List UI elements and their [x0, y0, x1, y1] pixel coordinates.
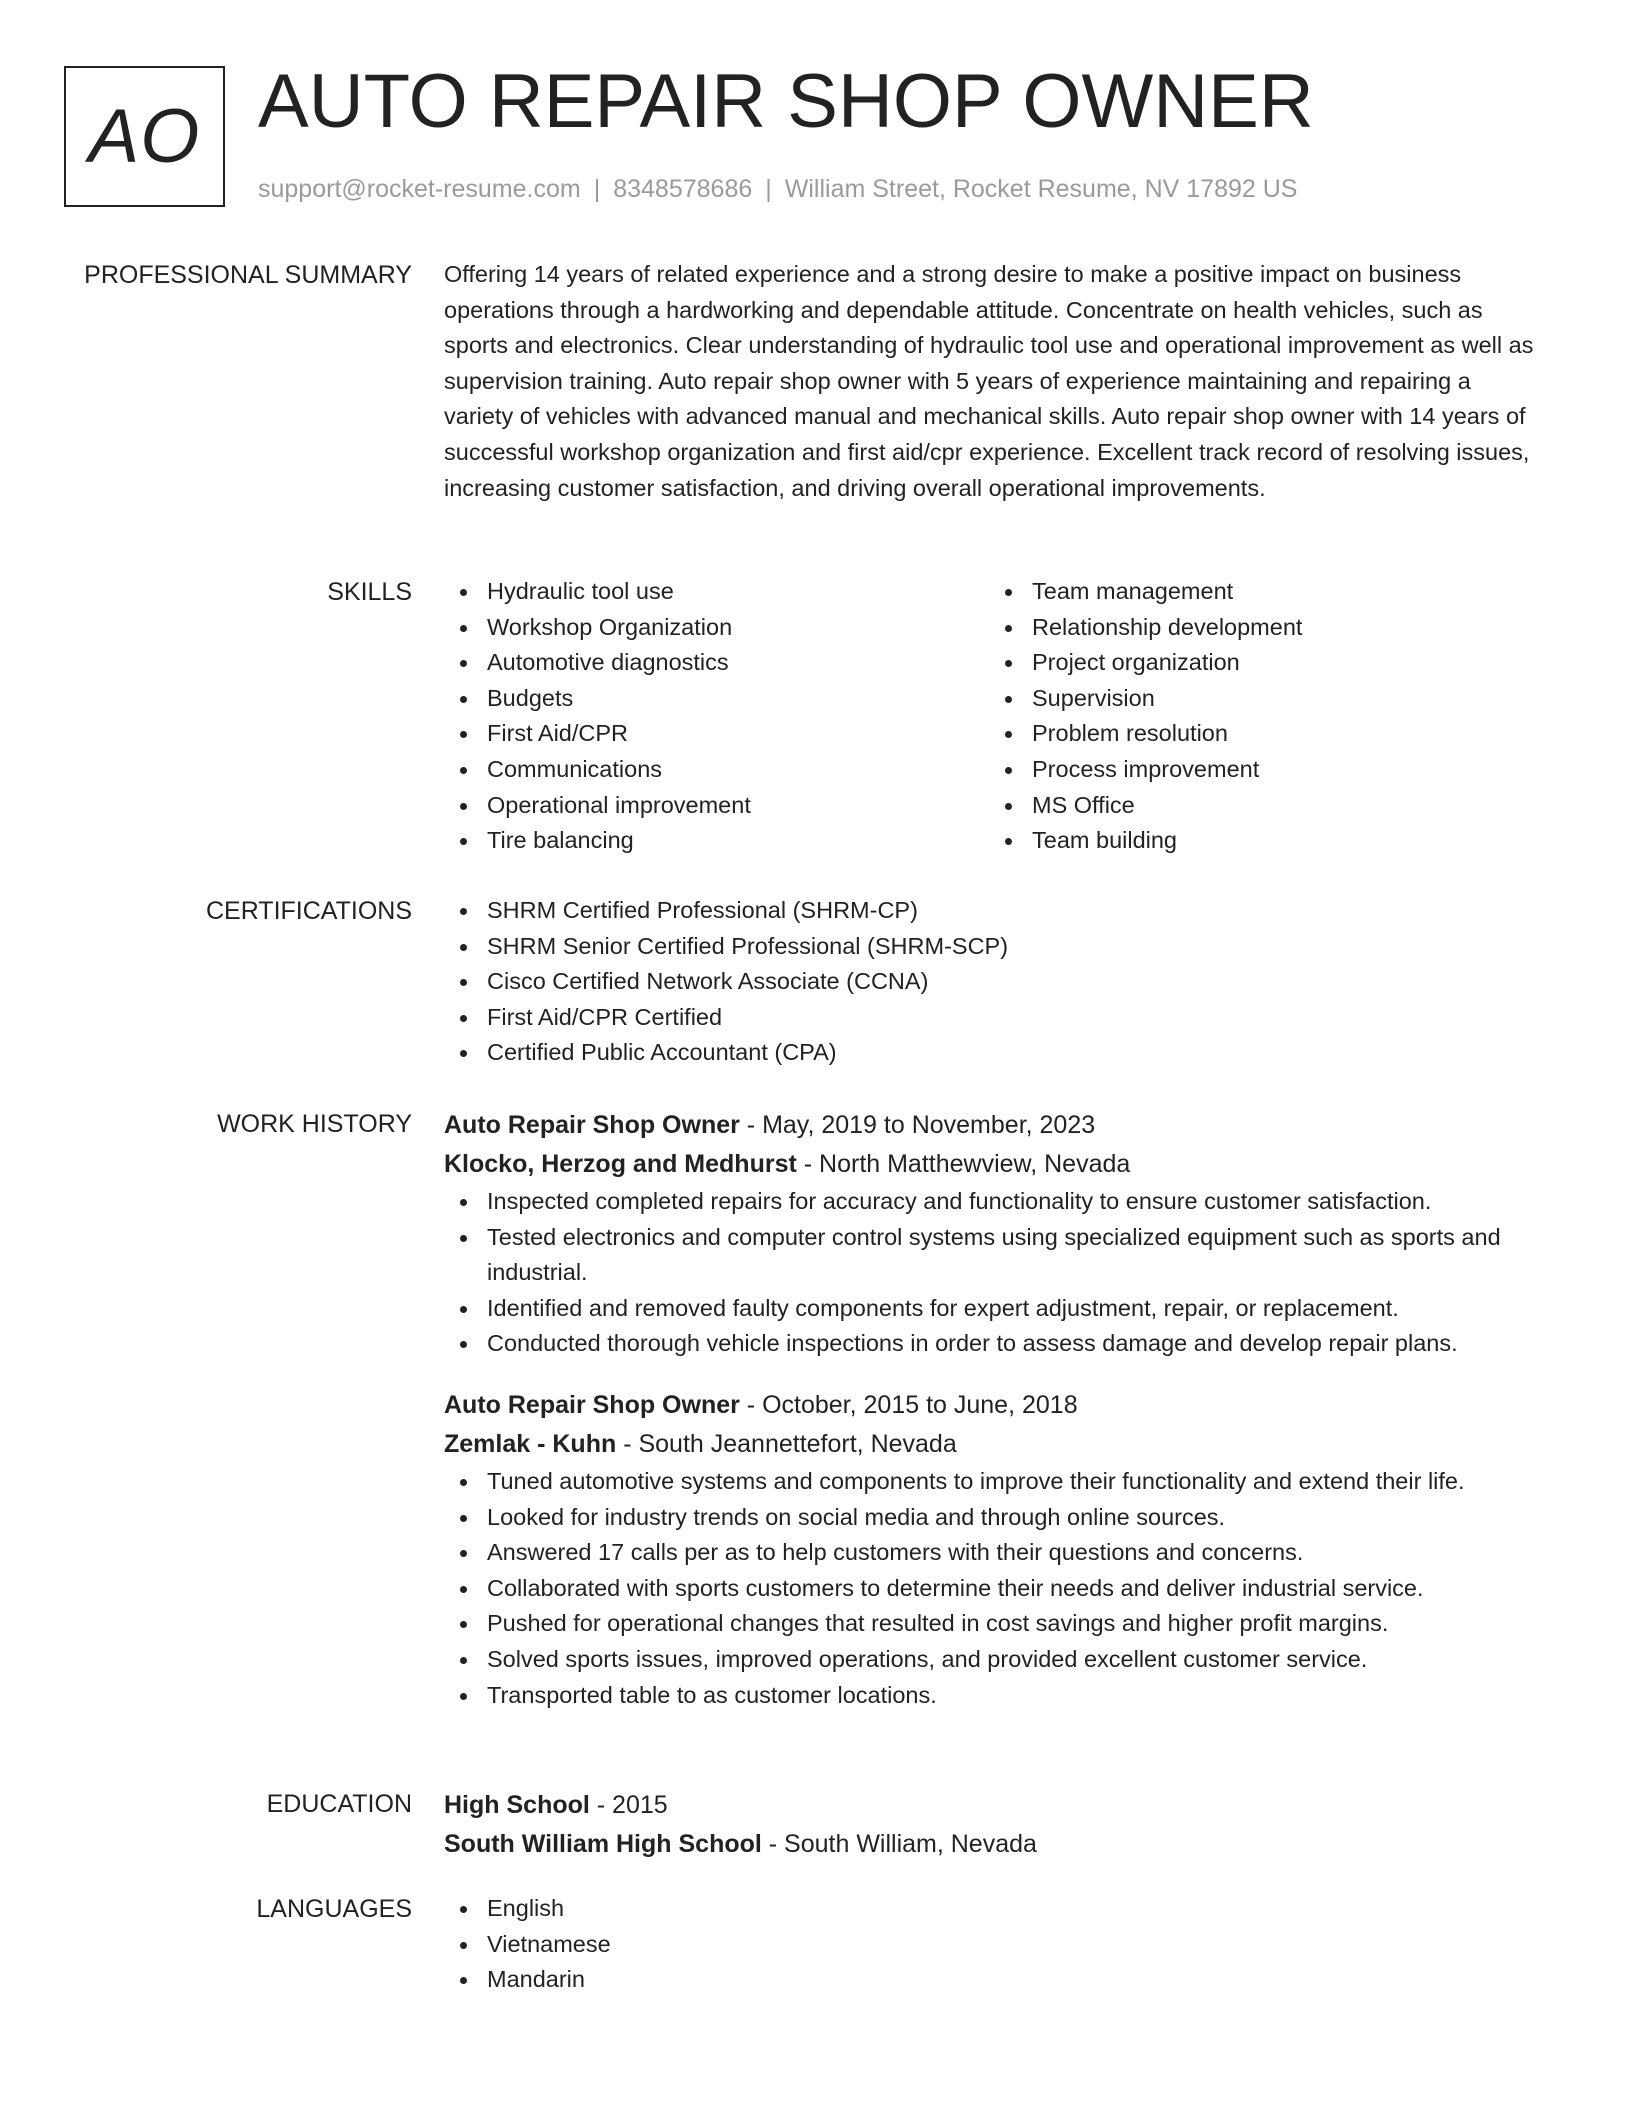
education-school: South William High School — [444, 1830, 762, 1858]
job-duty-item: Tuned automotive systems and components to improve their functionality and extend their life. — [444, 1464, 1534, 1500]
certification-item: Certified Public Accountant (CPA) — [444, 1035, 1534, 1071]
skill-item: Budgets — [444, 681, 989, 717]
contact-line — [258, 174, 1297, 204]
job-company-line — [444, 1145, 1534, 1184]
job-company: Klocko, Herzog and Medhurst — [444, 1150, 797, 1178]
section-title-certifications: CERTIFICATIONS — [205, 897, 412, 925]
contact-phone: 8348578686 — [613, 175, 753, 203]
section-title-education: EDUCATION — [266, 1790, 412, 1818]
monogram-initials: AO — [88, 93, 201, 179]
job-duty-item: Collaborated with sports customers to determine their needs and deliver industrial service. — [444, 1571, 1534, 1607]
certification-item: Cisco Certified Network Associate (CCNA) — [444, 964, 1534, 1000]
languages-body — [444, 1891, 1534, 1998]
work-history-body — [444, 1106, 1534, 1713]
job-duty-item: Conducted thorough vehicle inspections in order to assess damage and develop repair plans. — [444, 1326, 1534, 1362]
job-location: - South Jeannettefort, Nevada — [616, 1429, 957, 1458]
certifications-body — [444, 893, 1534, 1071]
skills-list-right — [989, 574, 1534, 859]
skill-item: Hydraulic tool use — [444, 574, 989, 610]
job-role: Auto Repair Shop Owner — [444, 1390, 740, 1419]
certification-item: SHRM Senior Certified Professional (SHRM-SCP) — [444, 929, 1534, 965]
education-location: - South William, Nevada — [761, 1830, 1037, 1858]
resume-title: AUTO REPAIR SHOP OWNER — [258, 59, 1314, 144]
education-year: - 2015 — [589, 1791, 668, 1819]
language-item: English — [444, 1891, 1534, 1927]
job-duty-item: Looked for industry trends on social media and through online sources. — [444, 1500, 1534, 1536]
education-body — [444, 1786, 1534, 1864]
section-title-languages: LANGUAGES — [256, 1895, 412, 1923]
contact-address: William Street, Rocket Resume, NV 17892 US — [784, 175, 1298, 203]
job-duties-list — [444, 1184, 1534, 1362]
job-duty-item: Inspected completed repairs for accuracy and functionality to ensure customer satisfaction. — [444, 1184, 1534, 1220]
language-item: Mandarin — [444, 1962, 1534, 1998]
job-role: Auto Repair Shop Owner — [444, 1111, 740, 1139]
summary-text: Offering 14 years of related experience and a strong desire to make a positive impact on business operations through a hardworking and dependable attitude. Concentrate on health vehicles, such as sports and electronics. Clear understanding of hydraulic tool use and operational improvement as well as supervision training. Auto repair shop owner with 5 years of experience maintaining and repairing a variety of vehicles with advanced manual and mechanical skills. Auto repair shop owner with 14 years of successful workshop organization and first aid/cpr experience. Excellent track record of resolving issues, increasing customer satisfaction, and driving overall operational improvements. — [444, 261, 1534, 501]
job-duty-item: Pushed for operational changes that resulted in cost savings and higher profit margins. — [444, 1606, 1534, 1642]
job-company: Zemlak - Kuhn — [444, 1429, 617, 1458]
education-degree: High School — [444, 1791, 590, 1819]
skill-item: Supervision — [989, 681, 1534, 717]
skill-item: MS Office — [989, 788, 1534, 824]
contact-separator: | — [593, 175, 601, 203]
job-dates: - May, 2019 to November, 2023 — [739, 1111, 1096, 1139]
certification-item: SHRM Certified Professional (SHRM-CP) — [444, 893, 1534, 929]
education-school-line — [444, 1825, 1534, 1864]
job-entry — [444, 1106, 1534, 1362]
skills-list-left — [444, 574, 989, 859]
skill-item: Workshop Organization — [444, 610, 989, 646]
skill-item: Process improvement — [989, 752, 1534, 788]
job-duty-item: Transported table to as customer locations. — [444, 1678, 1534, 1714]
job-duties-list — [444, 1464, 1534, 1713]
section-title-skills: SKILLS — [327, 578, 412, 606]
job-entry — [444, 1386, 1534, 1713]
section-title-work-history: WORK HISTORY — [217, 1110, 412, 1138]
section-title-summary: PROFESSIONAL SUMMARY — [84, 261, 412, 289]
skill-item: Tire balancing — [444, 823, 989, 859]
summary-body — [444, 257, 1534, 506]
skill-item: Operational improvement — [444, 788, 989, 824]
languages-list — [444, 1891, 1534, 1998]
skills-grid — [444, 574, 1534, 859]
job-role-line — [444, 1106, 1534, 1145]
job-dates: - October, 2015 to June, 2018 — [739, 1390, 1078, 1419]
education-degree-line — [444, 1786, 1534, 1825]
skills-body — [444, 574, 1534, 859]
job-duty-item: Answered 17 calls per as to help customers with their questions and concerns. — [444, 1535, 1534, 1571]
skill-item: Automotive diagnostics — [444, 645, 989, 681]
job-duty-item: Identified and removed faulty components for expert adjustment, repair, or replacement. — [444, 1291, 1534, 1327]
skill-item: Problem resolution — [989, 716, 1534, 752]
skill-item: Relationship development — [989, 610, 1534, 646]
skill-item: Communications — [444, 752, 989, 788]
skill-item: First Aid/CPR — [444, 716, 989, 752]
skill-item: Team building — [989, 823, 1534, 859]
contact-separator: | — [765, 175, 772, 203]
skill-item: Team management — [989, 574, 1534, 610]
language-item: Vietnamese — [444, 1927, 1534, 1963]
certification-item: First Aid/CPR Certified — [444, 1000, 1534, 1036]
certifications-list — [444, 893, 1534, 1071]
monogram-box — [64, 66, 225, 207]
job-company-line — [444, 1425, 1534, 1464]
skill-item: Project organization — [989, 645, 1534, 681]
job-duty-item: Tested electronics and computer control systems using specialized equipment such as sports and industrial. — [444, 1220, 1534, 1291]
job-duty-item: Solved sports issues, improved operations, and provided excellent customer service. — [444, 1642, 1534, 1678]
job-role-line — [444, 1386, 1534, 1425]
contact-email: support@rocket-resume.com — [258, 175, 581, 203]
job-location: - North Matthewview, Nevada — [796, 1150, 1131, 1178]
